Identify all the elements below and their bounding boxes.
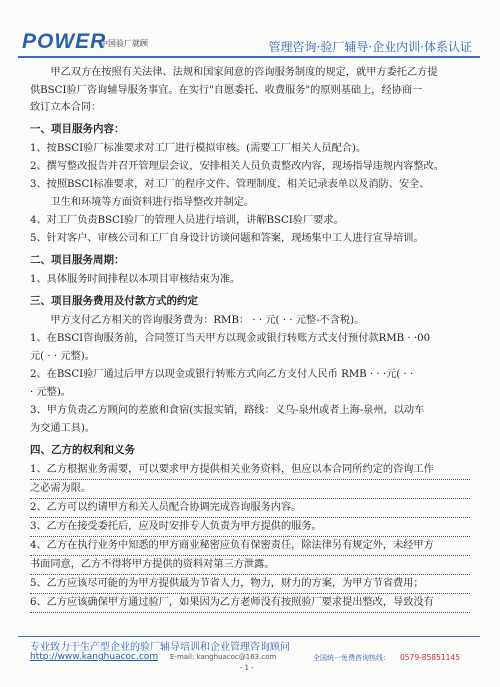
s4-item-4: 4、乙方在执行业务中知悉的甲方商业秘密应负有保密责任，除法律另有规定外，未经甲方	[30, 537, 470, 556]
footer-hotline: 0579-85851145	[400, 653, 460, 662]
s4-item-2: 2、乙方可以约请甲方和关人员配合协调完成咨询服务内容。	[30, 499, 470, 518]
s1-item-3-cont: 卫生和环境等方面资料进行指导整改并制定。	[50, 196, 255, 208]
footer-tagline: 专业致力于生产型企业的验厂辅导培训和企业管理咨询顾问	[30, 642, 290, 653]
s2-item-1: 1、具体服务时间排程以本项目审核结束为准。	[30, 273, 241, 285]
section-4-title: 四、乙方的权利和义务	[30, 443, 135, 456]
s3-item-3: 3、甲方负责乙方顾问的差旅和食宿(实报实销，路线：义乌-泉州或者上海-泉州，以动车	[30, 404, 425, 416]
s3-item-2-cont: · 元整)。	[30, 386, 72, 398]
footer-hotline-label: 全国统一免费咨询热线：	[313, 654, 390, 662]
s4-item-5: 5、乙方应该尽可能的为甲方提供最为节省人力，物力，财力的方案，为甲方节省费用；	[30, 575, 470, 594]
s4-item-3: 3、乙方在接受委托后，应及时安排专人负责为甲方提供的服务。	[30, 518, 470, 537]
s1-item-1: 1、按BSCI验厂标准要求对工厂进行模拟审核。(需要工厂相关人员配合)。	[30, 142, 367, 154]
footer-website-link[interactable]: http://www.kanghuacoc.com	[30, 652, 159, 662]
s4-item-1-cont: 之必需为限。	[30, 480, 470, 499]
logo-subtitle: 中国验厂就顾	[100, 39, 148, 48]
s3-item-1: 1、在BSCI咨询服务前，合同签订当天甲方以现金或银行转账方式支付预付款RMB · ·00	[30, 332, 431, 344]
section-2-title: 二、项目服务周期：	[30, 253, 125, 266]
page-footer	[0, 628, 500, 687]
header-divider	[18, 56, 480, 58]
company-logo: POWER	[22, 30, 107, 53]
page-header	[0, 0, 500, 60]
s3-item-1-cont: 元( · · 元整)。	[30, 350, 95, 362]
section-3-title: 三、项目服务费用及付款方式的约定	[30, 294, 198, 307]
s1-item-3: 3、按照BSCI标准要求，对工厂的程序文件、管理制度、相关记录表单以及消防、安全、	[30, 178, 430, 190]
page-number: - 1 -	[240, 664, 254, 672]
s3-item-2: 2、在BSCI验厂通过后甲方以现金或银行转账方式向乙方支付人民币 RMB · · ·元( · ·	[30, 368, 414, 380]
header-slogan: 管理咨询·验厂辅导·企业内训·体系认证	[268, 40, 472, 54]
section-1-title: 一、项目服务内容：	[30, 122, 125, 135]
intro-line-3: 致订立本合同：	[30, 102, 102, 113]
contract-body	[30, 64, 470, 613]
fee-line: 甲方支付乙方相关的咨询服务费为：RMB： · · 元( · · 元整-不含税)。	[50, 314, 365, 326]
s4-item-4-cont: 书面同意，乙方不得将甲方提供的资料对第三方泄露。	[30, 556, 470, 575]
s4-item-1: 1、乙方根据业务需要，可以要求甲方提供相关业务资料，但应以本合同所约定的咨询工作	[30, 461, 470, 480]
s3-item-3-cont: 为交通工具)。	[30, 422, 96, 434]
s1-item-5: 5、针对客户、审核公司和工厂自身设计访谈问题和答案，现场集中工人进行宣导培训。	[30, 232, 424, 244]
s1-item-4: 4、对工厂负责BSCI验厂的管理人员进行培训，讲解BSCI验厂要求。	[30, 214, 344, 226]
intro-line-2: 供BSCI验厂咨询辅导服务事宜。在实行"自愿委托、收费服务"的原则基础上，经协商一	[30, 84, 423, 96]
s1-item-2: 2、撰写整改报告并召开管理层会议，安排相关人员负责整改内容，现场指导违规内容整改。	[30, 160, 444, 172]
s4-item-6: 6、乙方应该确保甲方通过验厂，如果因为乙方老师没有按照验厂要求提出整改，导致没有	[30, 594, 470, 613]
footer-divider	[18, 636, 480, 637]
intro-line-1: 甲乙双方在按照有关法律、法规和国家间意的咨询服务制度的规定，就甲方委托乙方提	[50, 67, 438, 78]
footer-email[interactable]: E-mail: kanghuacoc@163.com	[170, 653, 277, 661]
